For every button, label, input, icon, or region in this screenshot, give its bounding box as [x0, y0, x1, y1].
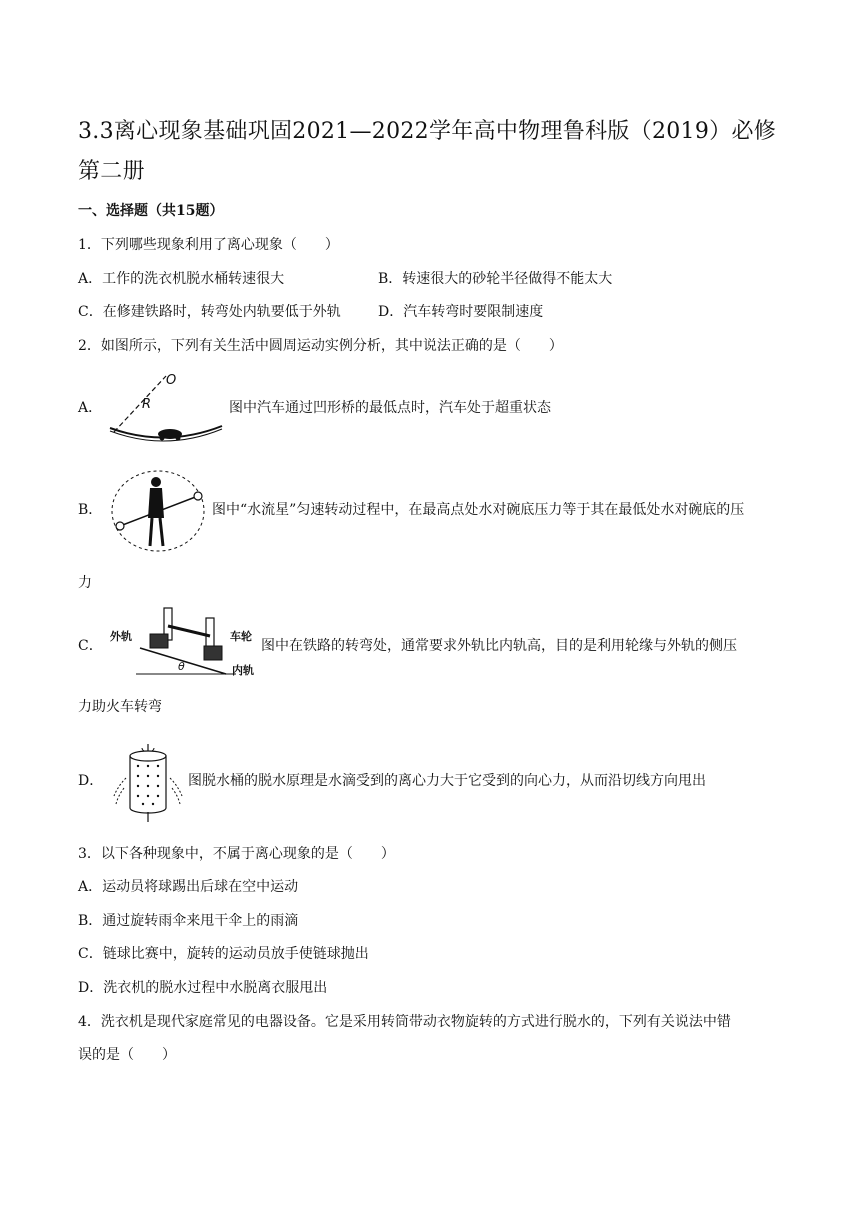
water-meteor-figure — [106, 468, 210, 554]
figure-label-r: R — [142, 397, 152, 412]
q1-option-c: C．在修建铁路时，转弯处内轨要低于外轨 — [78, 304, 341, 320]
q3-option-b: B．通过旋转雨伞来甩干伞上的雨滴 — [78, 913, 299, 929]
q1-option-a: A．工作的洗衣机脱水桶转速很大 — [78, 271, 285, 287]
q2-option-b-label: B． — [78, 502, 103, 518]
q2-option-a-text: 图中汽车通过凹形桥的最低点时，汽车处于超重状态 — [229, 400, 551, 416]
q2-option-c-continuation: 力助火车转弯 — [78, 699, 162, 715]
figure-label-outer-rail: 外轨 — [110, 630, 132, 643]
q2-option-b-continuation: 力 — [78, 575, 92, 591]
q1-option-d: D．汽车转弯时要限制速度 — [378, 304, 544, 320]
railway-curve-figure — [106, 604, 258, 678]
q3-stem: 3．以下各种现象中，不属于离心现象的是（ ） — [78, 846, 395, 862]
q4-stem-line2: 误的是（ ） — [78, 1047, 176, 1063]
figure-label-o: O — [166, 373, 177, 388]
section-heading: 一、选择题（共15题） — [78, 203, 224, 219]
q3-option-a: A．运动员将球踢出后球在空中运动 — [78, 879, 299, 895]
q4-stem-line1: 4．洗衣机是现代家庭常见的电器设备。它是采用转筒带动衣物旋转的方式进行脱水的，下列有关说法中错 — [78, 1014, 731, 1030]
q2-option-c-label: C． — [78, 638, 103, 654]
spin-dryer-figure — [110, 742, 186, 824]
q1-stem: 1．下列哪些现象利用了离心现象（ ） — [78, 237, 339, 253]
q3-option-c: C．链球比赛中，旋转的运动员放手使链球抛出 — [78, 946, 369, 962]
figure-label-theta: θ — [178, 660, 185, 673]
q2-option-a-label: A． — [78, 400, 103, 416]
q1-option-b: B．转速很大的砂轮半径做得不能太大 — [378, 271, 613, 287]
figure-label-wheel: 车轮 — [230, 630, 252, 643]
q2-option-c-text: 图中在铁路的转弯处，通常要求外轨比内轨高，目的是利用轮缘与外轨的侧压 — [261, 638, 737, 654]
q3-option-d: D．洗衣机的脱水过程中水脱离衣服甩出 — [78, 980, 328, 996]
figure-label-inner-rail: 内轨 — [232, 664, 254, 677]
document-title-line1: 3.3离心现象基础巩固2021—2022学年高中物理鲁科版（2019）必修 — [78, 119, 777, 144]
q2-option-b-text: 图中“水流星”匀速转动过程中，在最高点处水对碗底压力等于其在最低处水对碗底的压 — [212, 502, 745, 518]
document-title-line2: 第二册 — [78, 159, 145, 184]
q2-stem: 2．如图所示，下列有关生活中圆周运动实例分析，其中说法正确的是（ ） — [78, 338, 563, 354]
q2-option-d-text: 图脱水桶的脱水原理是水滴受到的离心力大于它受到的向心力，从而沿切线方向甩出 — [188, 773, 706, 789]
concave-bridge-figure — [106, 368, 224, 442]
q2-option-d-label: D． — [78, 773, 104, 789]
